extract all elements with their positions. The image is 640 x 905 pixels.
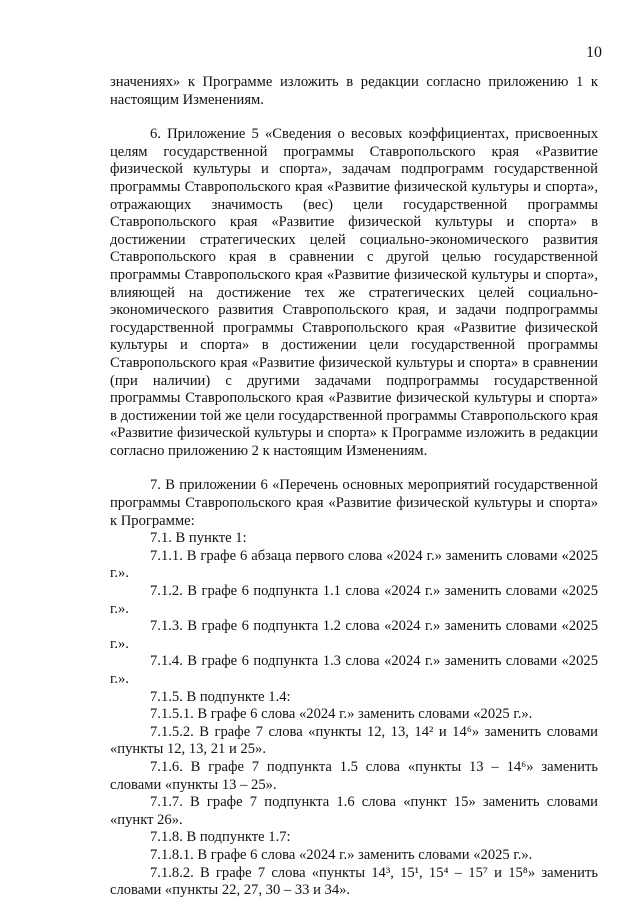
paragraph: 7. В приложении 6 «Перечень основных мероприятий государственной программы Ставропольского края «Развитие физической культуры и спорта» к Программе: [110, 477, 598, 529]
paragraph: 7.1.6. В графе 7 подпункта 1.5 слова «пункты 13 – 14⁶» заменить словами «пункты 13 – 25». [110, 758, 598, 793]
paragraph: 6. Приложение 5 «Сведения о весовых коэффициентах, присвоенных целям государственной программы Ставропольского края «Развитие физической культуры и спорта», задачам подпрограмм государственной программы Ставропольского края «Развитие физической культуры и спорта», отражающих значимость (вес) цели государственной программы Ставропольского края «Развитие физической культуры и спорта» в достижении стратегических целей социально-экономического развития Ставропольского края в сравнении с другой целью государственной программы Ставропольского края «Развитие физической культуры и спорта», влияющей на достижение тех же стратегических целей социально-экономического развития Ставропольского края, и задачи подпрограммы государственной программы Ставропольского края «Развитие физической культуры и спорта» в достижении цели государственной программы Ставропольского края «Развитие физической культуры и спорта» в сравнении (при наличии) с другими задачами подпрограммы государственной программы Ставропольского края «Развитие физической культуры и спорта» в достижении той же цели государственной программы Ставропольского края «Развитие физической культуры и спорта» к Программе изложить в редакции согласно приложению 2 к настоящим Изменениям. [110, 126, 598, 459]
paragraph: 7.1.5.1. В графе 6 слова «2024 г.» заменить словами «2025 г.». [150, 706, 533, 723]
paragraph: 7.1.8.2. В графе 7 слова «пункты 14³, 15¹, 15⁴ – 15⁷ и 15⁸» заменить словами «пункты 22, 27, 30 – 33 и 34». [110, 864, 598, 899]
paragraph: 7.1.4. В графе 6 подпункта 1.3 слова «2024 г.» заменить словами «2025 г.». [110, 653, 598, 687]
paragraph: 7.1.5. В подпункте 1.4: [150, 688, 291, 705]
paragraph: 7.1.2. В графе 6 подпункта 1.1 слова «2024 г.» заменить словами «2025 г.». [110, 583, 598, 617]
paragraph: 7.1.7. В графе 7 подпункта 1.6 слова «пункт 15» заменить словами «пункт 26». [110, 794, 598, 828]
page-number: 10 [586, 44, 602, 61]
paragraph: 7.1.8.1. В графе 6 слова «2024 г.» заменить словами «2025 г.». [150, 846, 533, 863]
paragraph: 7.1. В пункте 1: [150, 530, 247, 547]
paragraph: значениях» к Программе изложить в редакции согласно приложению 1 к настоящим Изменениям. [110, 74, 598, 108]
paragraph: 7.1.5.2. В графе 7 слова «пункты 12, 13, 14² и 14⁶» заменить словами «пункты 12, 13, 21 и 25». [110, 723, 598, 758]
paragraph: 7.1.3. В графе 6 подпункта 1.2 слова «2024 г.» заменить словами «2025 г.». [110, 618, 598, 652]
paragraph: 7.1.1. В графе 6 абзаца первого слова «2024 г.» заменить словами «2025 г.». [110, 547, 598, 582]
document-body [110, 74, 598, 900]
paragraph: 7.1.8. В подпункте 1.7: [150, 829, 291, 846]
